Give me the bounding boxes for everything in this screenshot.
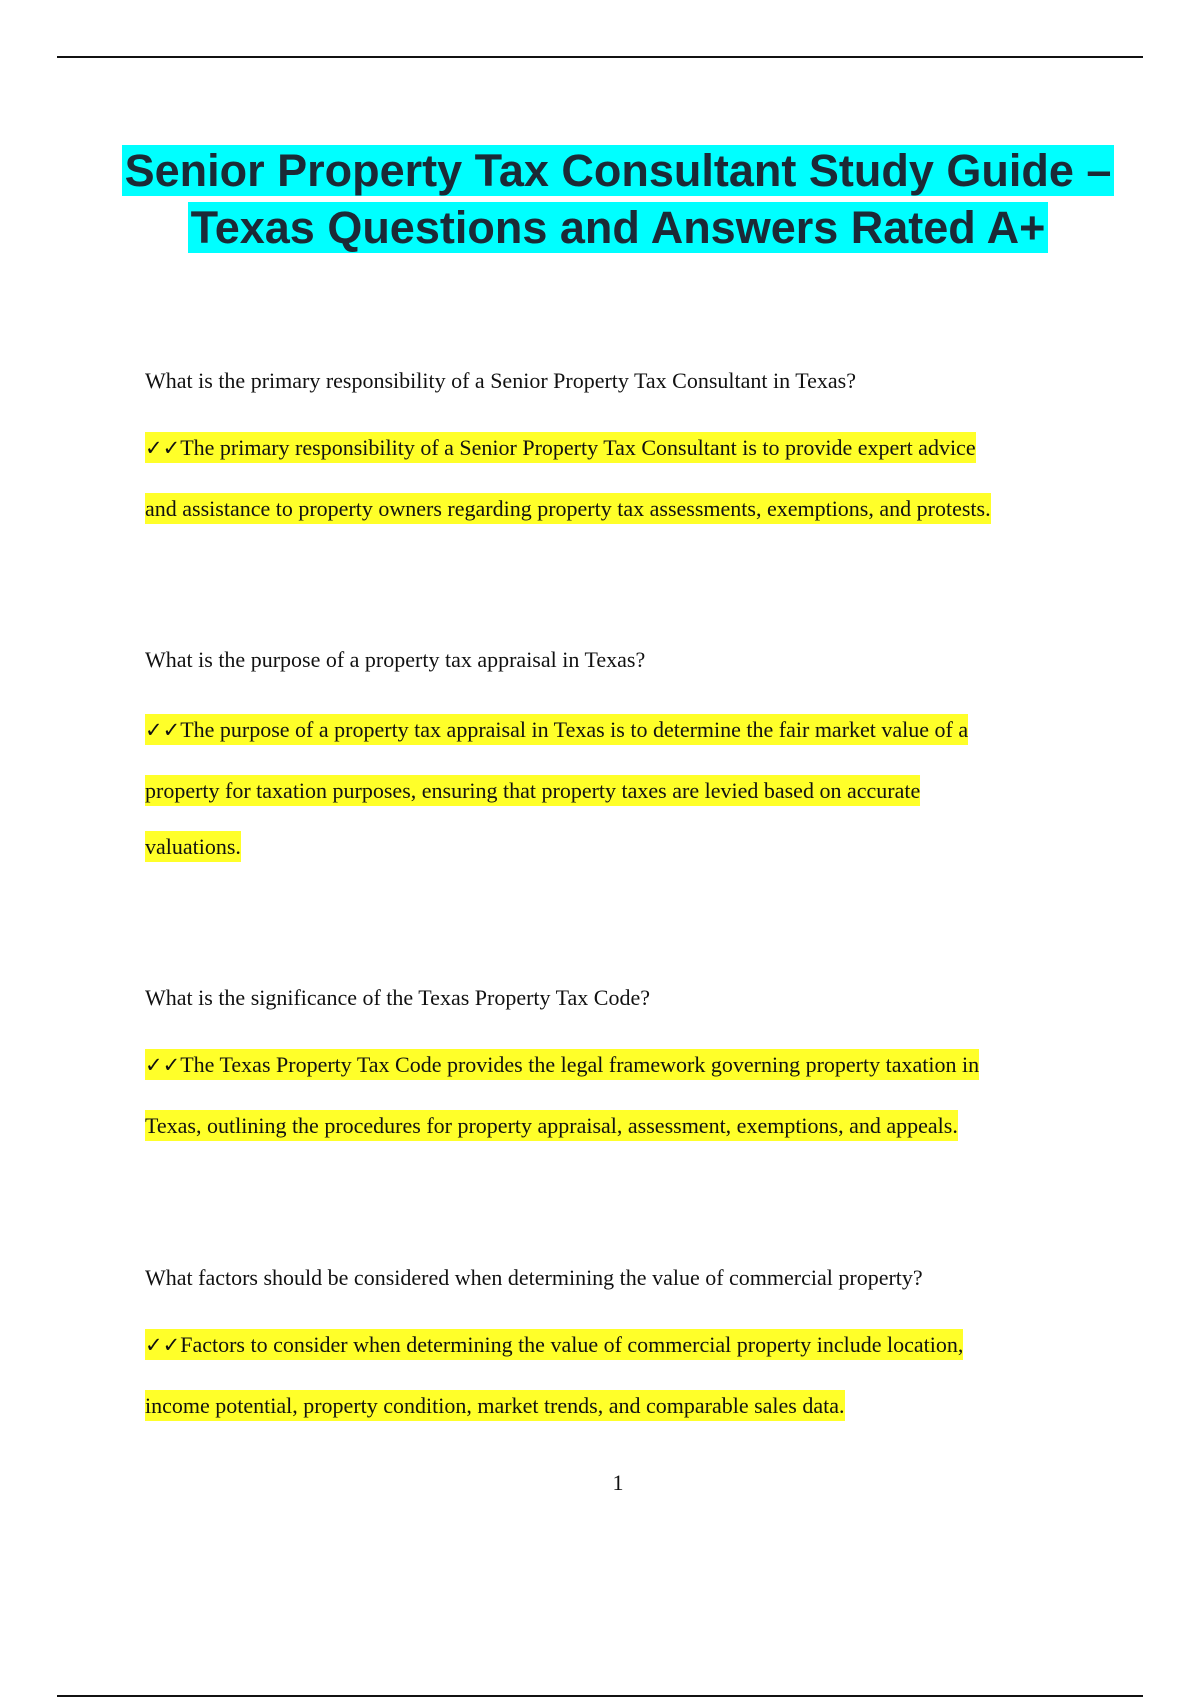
- check-mark-icon: ✓✓: [145, 1333, 181, 1357]
- answer-3-line-1: ✓✓The Texas Property Tax Code provides the legal framework governing property taxation in: [145, 1052, 1085, 1113]
- answer-2: [145, 717, 1085, 860]
- answer-3-line-2: Texas, outlining the procedures for property appraisal, assessment, exemptions, and appeals.: [145, 1113, 1085, 1139]
- question-2: What is the purpose of a property tax appraisal in Texas?: [145, 647, 646, 672]
- answer-4: [145, 1332, 1085, 1419]
- answer-2-line-3: valuations.: [145, 834, 1085, 860]
- question-3: What is the significance of the Texas Property Tax Code?: [145, 985, 651, 1010]
- answer-1: [145, 435, 1085, 522]
- bottom-rule: [57, 1695, 1143, 1697]
- answer-1-line-2: and assistance to property owners regarding property tax assessments, exemptions, and protests.: [145, 496, 1085, 522]
- title-highlight: Senior Property Tax Consultant Study Guide – Texas Questions and Answers Rated A+: [122, 145, 1115, 253]
- page-number: 1: [612, 1470, 624, 1495]
- top-rule: [57, 56, 1143, 58]
- check-mark-icon: ✓✓: [145, 1053, 181, 1077]
- question-4: What factors should be considered when determining the value of commercial property?: [145, 1265, 923, 1290]
- answer-2-line-1: ✓✓The purpose of a property tax appraisal in Texas is to determine the fair market value of a: [145, 717, 1085, 778]
- answer-1-line-1: ✓✓The primary responsibility of a Senior Property Tax Consultant is to provide expert advice: [145, 435, 1085, 496]
- qa-item-4: [145, 1263, 1085, 1419]
- answer-4-line-1: ✓✓Factors to consider when determining the value of commercial property include location,: [145, 1332, 1085, 1393]
- qa-item-3: [145, 983, 1085, 1139]
- qa-item-1: [145, 366, 1085, 522]
- answer-3: [145, 1052, 1085, 1139]
- qa-item-2: [145, 645, 1085, 860]
- answer-2-line-2: property for taxation purposes, ensuring that property taxes are levied based on accurate: [145, 778, 1085, 834]
- answer-4-line-2: income potential, property condition, market trends, and comparable sales data.: [145, 1393, 1085, 1419]
- document-title: [120, 142, 1116, 256]
- check-mark-icon: ✓✓: [145, 436, 181, 460]
- check-mark-icon: ✓✓: [145, 718, 181, 742]
- question-1: What is the primary responsibility of a Senior Property Tax Consultant in Texas?: [145, 368, 856, 393]
